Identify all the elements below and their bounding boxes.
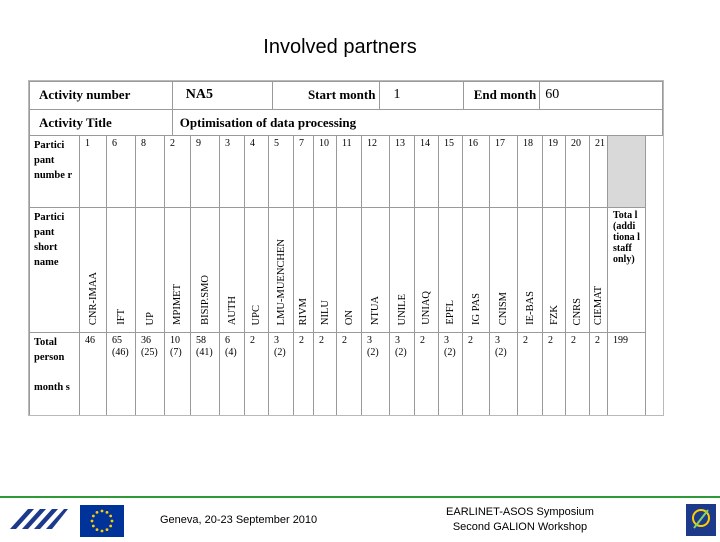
person-months-cell [518,333,543,417]
participant-short-name-cell [245,208,269,333]
person-months-cell [463,333,490,417]
person-months-value: 2 [299,335,304,346]
person-months-cell [269,333,294,417]
participant-short-name: CNR-IMAA [87,271,99,325]
person-months-cell [191,333,220,417]
participant-short-name: UP [144,311,156,325]
participant-short-name-cell [490,208,518,333]
person-months-value: 36 [141,335,151,346]
person-months-cell [390,333,415,417]
person-months-value: 2 [319,335,324,346]
participant-short-name: UNILE [396,293,408,325]
participant-number-cell: 3 [220,136,245,208]
participant-short-name-cell [543,208,566,333]
shaded-cell [608,136,646,208]
participant-short-name-cell [294,208,314,333]
participant-short-name: FZK [548,305,560,325]
person-months-cell [245,333,269,417]
participant-number-cell: 15 [439,136,463,208]
participant-short-name: MPIMET [172,284,183,325]
participant-short-name-cell [566,208,590,333]
participant-short-name-cell [390,208,415,333]
eu-star [109,525,112,528]
participant-short-name-cell [314,208,337,333]
eu-star [111,520,114,523]
person-months-value: 2 [420,335,425,346]
participant-short-name: AUTH [226,295,238,325]
participant-short-name: CNISM [498,291,509,325]
person-months-value: 2 [595,335,600,346]
footer-venue: Geneva, 20-23 September 2010 [160,514,318,526]
participant-number-cell: 21 [590,136,608,208]
partner-grid [29,135,646,416]
person-months-cell [220,333,245,417]
total-column-label: Tota l (addi tiona l staff only) [608,208,646,333]
participant-short-name: RIVM [298,297,309,325]
paid-months-value: (7) [170,347,182,358]
person-months-value: 2 [250,335,255,346]
person-months-value: 3 [367,335,372,346]
footer-divider [0,496,720,498]
activity-title-value: Optimisation of data processing [172,110,662,136]
eu-star [106,528,109,531]
participant-short-name: IG PAS [470,292,482,325]
person-months-cell [107,333,136,417]
participant-number-cell: 11 [337,136,362,208]
participant-short-name-cell [337,208,362,333]
paid-months-value: (2) [444,347,456,358]
participant-number-cell: 8 [136,136,165,208]
activity-number-label: Activity number [30,82,173,110]
footer-event [420,505,620,535]
months-label: month s [34,382,70,393]
participant-short-name: UNIAQ [421,291,432,325]
person-months-value: 3 [444,335,449,346]
participant-short-name-cell [439,208,463,333]
person-months-value: 3 [274,335,279,346]
person-months-value: 3 [495,335,500,346]
eu-star [92,525,95,528]
paid-months-value: (2) [395,347,407,358]
participant-number-cell: 6 [107,136,136,208]
person-months-value: 46 [85,335,95,346]
person-months-cell [590,333,608,417]
eu-star [109,515,112,518]
eu-star [91,520,94,523]
total-value: 199 [608,333,646,417]
participant-number-cell: 10 [314,136,337,208]
person-months-value: 2 [468,335,473,346]
participant-number-cell: 5 [269,136,294,208]
person-months-cell [136,333,165,417]
start-month-label: Start month [272,82,380,110]
activity-number-value: NA5 [172,82,272,110]
person-months-cell [566,333,590,417]
person-months-value: 2 [523,335,528,346]
paid-months-value: (25) [141,347,158,358]
paid-months-value: (46) [112,347,129,358]
eu-star [101,530,104,533]
participant-number-cell: 19 [543,136,566,208]
participant-short-name: LMU-MUENCHEN [275,238,287,325]
participant-short-name: IE-BAS [524,291,536,325]
participant-short-name-cell [220,208,245,333]
event-name: EARLINET-ASOS Symposium [446,506,594,518]
participant-number-cell: 18 [518,136,543,208]
person-months-value: 10 [170,335,180,346]
person-months-value: 58 [196,335,206,346]
person-months-cell [490,333,518,417]
start-month-value: 1 [380,82,464,110]
paid-months-value: (2) [274,347,286,358]
paid-months-value: (41) [196,347,213,358]
participant-short-name: IFT [115,309,127,325]
person-months-value: 2 [548,335,553,346]
participant-number-cell: 14 [415,136,439,208]
person-months-value: 3 [395,335,400,346]
participant-short-name: ON [343,309,355,325]
person-months-cell [294,333,314,417]
workshop-name: Second GALION Workshop [452,521,588,533]
document-scan [28,80,664,416]
participant-number-cell: 20 [566,136,590,208]
person-months-value: 2 [342,335,347,346]
participant-short-name-label: Partici pant short name [30,208,80,333]
end-month-label: End month [464,82,540,110]
end-month-value: 60 [540,82,663,110]
participant-short-name: CIEMAT [593,285,604,325]
participant-short-name: UPC [251,304,262,325]
paid-months-value: (2) [367,347,379,358]
participant-number-cell: 9 [191,136,220,208]
participant-number-cell: 7 [294,136,314,208]
person-months-cell [314,333,337,417]
participant-short-name-cell [80,208,107,333]
participant-short-name-cell [590,208,608,333]
eu-star [96,528,99,531]
participant-short-name-cell [518,208,543,333]
total-person-months-label [30,333,80,417]
participant-short-name: EPFL [445,300,456,325]
total-person-label: Total person [34,337,65,363]
earlinet-logo [6,503,70,540]
participant-number-label: Partici pant numbe r [30,136,80,208]
participant-short-name-cell [191,208,220,333]
participant-short-name-cell [165,208,191,333]
participant-short-name-cell [136,208,165,333]
eu-star [106,511,109,514]
participant-short-name: CNRS [572,297,583,325]
participant-number-cell: 13 [390,136,415,208]
galion-logo [686,504,716,541]
eu-star [96,511,99,514]
person-months-value: 65 [112,335,122,346]
participant-number-cell: 2 [165,136,191,208]
person-months-cell [415,333,439,417]
participant-short-name-cell [415,208,439,333]
participant-short-name-cell [269,208,294,333]
eu-flag-icon [80,505,124,542]
person-months-cell [165,333,191,417]
person-months-cell [543,333,566,417]
eu-star [92,515,95,518]
participant-number-cell: 4 [245,136,269,208]
participant-short-name: NILU [319,299,331,325]
activity-header-table [29,81,663,136]
slide-title: Involved partners [263,36,417,58]
participant-short-name: BISIP.SMO [199,275,211,325]
paid-months-value: (4) [225,347,237,358]
paid-months-value: (2) [495,347,507,358]
participant-number-cell: 1 [80,136,107,208]
person-months-cell [337,333,362,417]
person-months-cell [80,333,107,417]
participant-short-name-cell [362,208,390,333]
person-months-value: 6 [225,335,230,346]
person-months-value: 2 [571,335,576,346]
participant-short-name-cell [107,208,136,333]
person-months-cell [439,333,463,417]
participant-number-cell: 17 [490,136,518,208]
participant-short-name: NTUA [370,295,381,325]
activity-title-label: Activity Title [30,110,173,136]
eu-star [101,510,104,513]
participant-number-cell: 16 [463,136,490,208]
participant-short-name-cell [463,208,490,333]
person-months-cell [362,333,390,417]
participant-number-cell: 12 [362,136,390,208]
